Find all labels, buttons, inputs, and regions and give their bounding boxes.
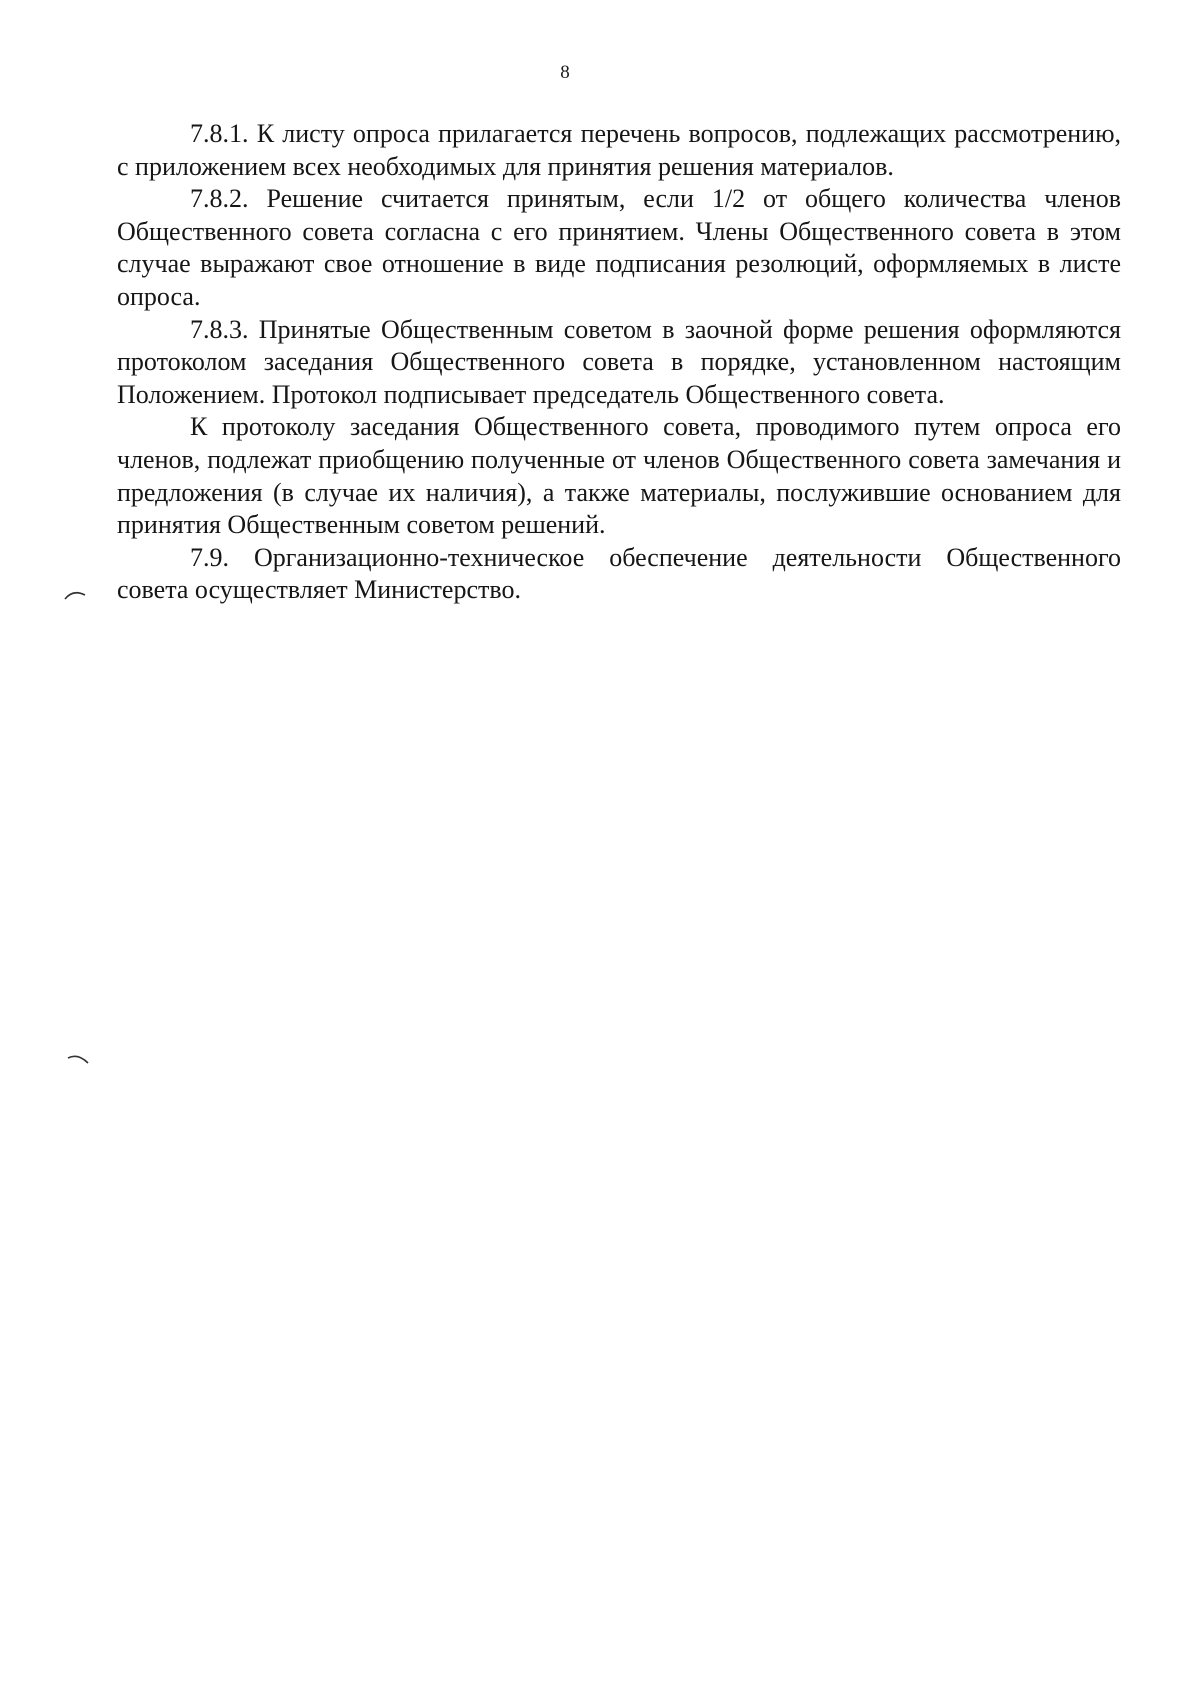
punch-hole-mark	[63, 588, 87, 602]
page-number: 8	[560, 62, 570, 83]
paragraph-7-8-1: 7.8.1. К листу опроса прилагается перечень вопросов, подлежащих рассмотрению, с приложением всех необходимых для принятия решения материалов.	[117, 119, 1121, 181]
paragraph-7-8-2: 7.8.2. Решение считается принятым, если 1/2 от общего количества членов Общественного совета согласна с его принятием. Члены Общественного совета в этом случае выражают свое отношение в виде подписания резолюций, оформляемых в листе опроса.	[117, 184, 1121, 311]
punch-hole-mark	[66, 1052, 90, 1066]
paragraph-protocol-attachments: К протоколу заседания Общественного совета, проводимого путем опроса его членов, подлежат приобщению полученные от членов Общественного совета замечания и предложения (в случае их наличия), а также материалы, послужившие основанием для принятия Общественным советом решений.	[117, 412, 1121, 540]
document-body	[117, 118, 1121, 607]
paragraph-7-8-3: 7.8.3. Принятые Общественным советом в заочной форме решения оформляются протоколом заседания Общественного совета в порядке, установленном настоящим Положением. Протокол подписывает председатель Общественного совета.	[117, 314, 1121, 409]
paragraph-7-9: 7.9. Организационно-техническое обеспечение деятельности Общественного совета осуществляет Министерство.	[117, 542, 1121, 605]
